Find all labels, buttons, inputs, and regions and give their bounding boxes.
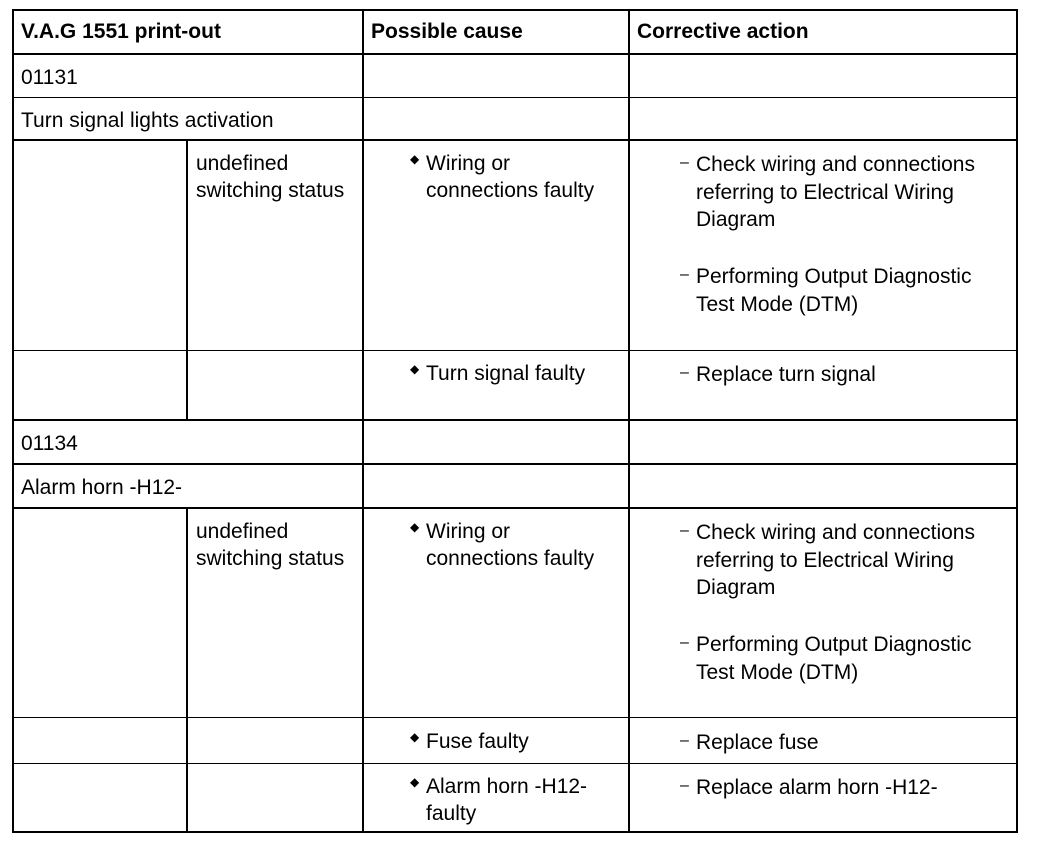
- action-text: Replace turn signal: [696, 363, 876, 386]
- bullet-icon: ◆: [410, 730, 420, 744]
- action-text: Performing Output Diagnostic Test Mode (DTM): [696, 633, 972, 684]
- table-row: [14, 465, 1016, 509]
- header-cell-action: [628, 11, 1016, 53]
- table-row: [14, 421, 1016, 465]
- table-row: [14, 351, 1016, 421]
- table-row: [14, 764, 1016, 831]
- table-row: [14, 509, 1016, 718]
- action-text: Replace alarm horn -H12-: [696, 776, 938, 799]
- table-header-row: [14, 11, 1016, 55]
- switching-status: undefined switching status: [196, 152, 345, 202]
- possible-cause: [410, 773, 622, 827]
- dash-icon: –: [680, 732, 689, 749]
- fault-code: 01134: [21, 432, 78, 455]
- possible-cause: [410, 150, 622, 204]
- corrective-action: [680, 631, 996, 686]
- bullet-icon: ◆: [410, 152, 420, 166]
- action-text: Performing Output Diagnostic Test Mode (DTM): [696, 265, 972, 316]
- corrective-action: [680, 519, 996, 602]
- table-row: [14, 718, 1016, 764]
- dash-icon: –: [680, 364, 689, 381]
- corrective-action: [680, 263, 996, 318]
- cause-text: Wiring or connections faulty: [426, 152, 595, 202]
- header-possible-cause: Possible cause: [371, 20, 523, 43]
- cause-text: Wiring or connections faulty: [426, 520, 595, 570]
- header-printout: V.A.G 1551 print-out: [21, 20, 221, 43]
- possible-cause: [410, 728, 622, 755]
- dash-icon: –: [680, 154, 689, 171]
- component-name: Alarm horn -H12-: [21, 476, 183, 499]
- possible-cause: [410, 518, 622, 572]
- bullet-icon: ◆: [410, 520, 420, 534]
- cause-text: Alarm horn -H12- faulty: [426, 775, 588, 825]
- fault-code-table: [12, 9, 1018, 833]
- action-text: Check wiring and connections referring to Electrical Wiring Diagram: [696, 521, 975, 599]
- table-row: [14, 98, 1016, 141]
- header-cell-cause: [362, 11, 628, 53]
- dash-icon: –: [680, 777, 689, 794]
- action-text: Check wiring and connections referring to Electrical Wiring Diagram: [696, 153, 975, 231]
- cause-text: Turn signal faulty: [426, 362, 586, 385]
- bullet-icon: ◆: [410, 775, 420, 789]
- table-row: [14, 55, 1016, 98]
- switching-status: undefined switching status: [196, 520, 345, 570]
- possible-cause: [410, 360, 622, 387]
- dash-icon: –: [680, 522, 689, 539]
- action-text: Replace fuse: [696, 731, 819, 754]
- cause-text: Fuse faulty: [426, 730, 529, 753]
- component-name: Turn signal lights activation: [21, 109, 274, 132]
- bullet-icon: ◆: [410, 362, 420, 376]
- header-cell-printout: [14, 11, 362, 53]
- table-row: [14, 141, 1016, 351]
- header-corrective-action: Corrective action: [637, 20, 809, 43]
- corrective-action: [680, 151, 996, 234]
- dash-icon: –: [680, 634, 689, 651]
- corrective-action: [680, 361, 996, 389]
- corrective-action: [680, 774, 996, 802]
- dash-icon: –: [680, 266, 689, 283]
- fault-code: 01131: [21, 66, 78, 89]
- corrective-action: [680, 729, 996, 757]
